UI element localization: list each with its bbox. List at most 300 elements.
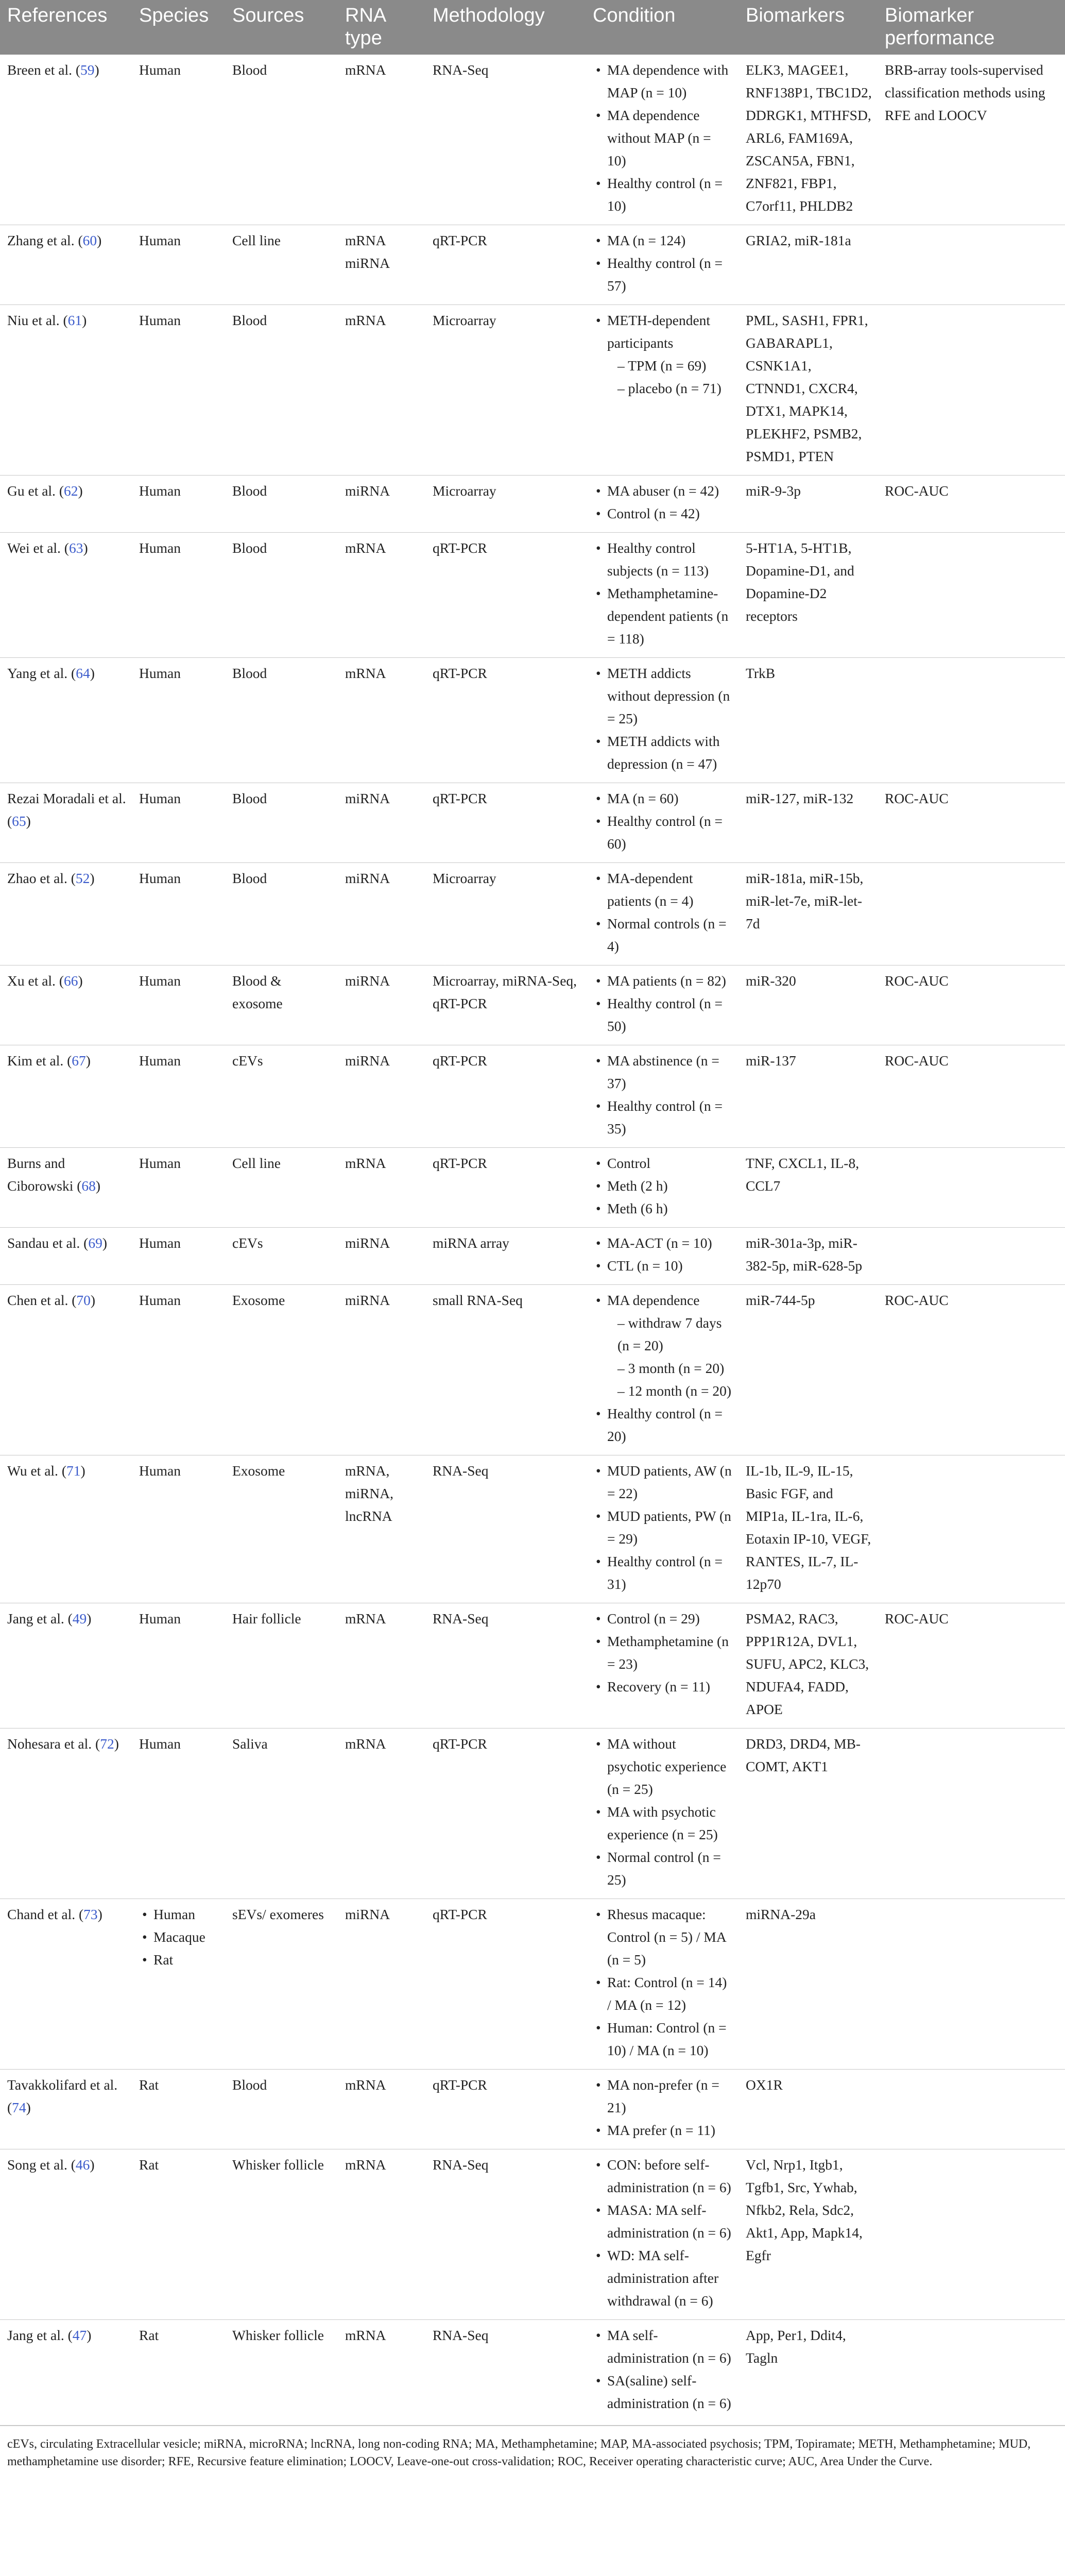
source-cell: Cell line xyxy=(225,1148,338,1228)
reference-authors: Jang et al. xyxy=(7,2327,64,2343)
condition-cell xyxy=(586,1603,738,1728)
rna-type-cell xyxy=(338,2320,425,2422)
performance-cell: BRB-array tools-supervised classification methods using RFE and LOOCV xyxy=(885,62,1045,123)
biomarkers-cell: PSMA2, RAC3, PPP1R12A, DVL1, SUFU, APC2, KLC3, NDUFA4, FADD, APOE xyxy=(738,1603,878,1728)
reference-authors: Zhang et al. xyxy=(7,232,75,248)
species-value: Human xyxy=(139,1235,181,1251)
condition-item: • Healthy control (n = 57) xyxy=(593,252,733,297)
source-cell: Blood & exosome xyxy=(225,965,338,1045)
species-value: Human xyxy=(139,1155,181,1171)
reference-cell: Rezai Moradali et al. (65) xyxy=(0,783,132,863)
species-cell xyxy=(132,305,225,476)
condition-cell xyxy=(586,476,738,533)
source-cell: Exosome xyxy=(225,1285,338,1455)
reference-authors: Tavakkolifard et al. xyxy=(7,2077,118,2093)
source-cell: Blood xyxy=(225,783,338,863)
condition-item: • MA prefer (n = 11) xyxy=(593,2119,733,2142)
biomarkers-cell: ELK3, MAGEE1, RNF138P1, TBC1D2, DDRGK1, MTHFSD, ARL6, FAM169A, ZSCAN5A, FBN1, ZNF821, FBP1, C7orf11, PHLDB2 xyxy=(746,62,872,214)
table-row xyxy=(0,305,1065,476)
rna-type-cell xyxy=(338,783,425,863)
reference-authors: Chand et al. xyxy=(7,1906,76,1922)
source-cell: Blood xyxy=(225,2070,338,2149)
header-references: References xyxy=(0,0,132,55)
table-row xyxy=(0,476,1065,533)
table-row xyxy=(0,1455,1065,1603)
condition-cell xyxy=(586,1728,738,1899)
condition-item: • MUD patients, PW (n = 29) xyxy=(593,1505,733,1550)
reference-authors: Yang et al. xyxy=(7,665,68,681)
source-cell: Blood xyxy=(225,476,338,533)
rna-type-value: mRNA xyxy=(345,312,386,328)
condition-cell xyxy=(586,1045,738,1148)
methodology-cell: qRT-PCR xyxy=(425,783,586,863)
table-row xyxy=(0,2320,1065,2422)
condition-cell xyxy=(586,1455,738,1603)
biomarkers-cell: miR-181a, miR-15b, miR-let-7e, miR-let-7d xyxy=(738,863,878,965)
condition-item: • Meth (6 h) xyxy=(593,1197,733,1220)
biomarkers-cell: miR-9-3p xyxy=(738,476,878,533)
species-value: Human xyxy=(139,1736,181,1752)
table-row xyxy=(0,1228,1065,1285)
species-cell xyxy=(132,1899,225,2070)
reference-authors: Sandau et al. xyxy=(7,1235,80,1251)
species-value: Human xyxy=(139,665,181,681)
rna-type-cell xyxy=(338,55,425,225)
reference-link[interactable]: 61 xyxy=(67,312,82,328)
species-cell xyxy=(132,476,225,533)
header-species: Species xyxy=(132,0,225,55)
table-row xyxy=(0,1045,1065,1148)
performance-cell: ROC-AUC xyxy=(878,965,1065,1045)
condition-item: – TPM (n = 69) xyxy=(617,358,707,374)
methodology-cell: qRT-PCR xyxy=(425,533,586,658)
condition-cell xyxy=(586,1285,738,1455)
condition-item: • Control (n = 29) xyxy=(593,1607,733,1630)
rna-type-value: miRNA xyxy=(345,870,390,886)
reference-cell: Burns and Ciborowski (68) xyxy=(0,1148,132,1228)
biomarkers-cell: Vcl, Nrp1, Itgb1, Tgfb1, Src, Ywhab, Nfkb2, Rela, Sdc2, Akt1, App, Mapk14, Egfr xyxy=(738,2149,878,2320)
table-row xyxy=(0,55,1065,225)
species-cell xyxy=(132,965,225,1045)
performance-cell xyxy=(878,863,1065,965)
condition-item: • Human: Control (n = 10) / MA (n = 10) xyxy=(593,2016,733,2062)
condition-cell xyxy=(586,55,738,225)
condition-item: • METH-dependent participants xyxy=(593,309,733,354)
methodology-cell: RNA-Seq xyxy=(425,1455,586,1603)
species-cell xyxy=(132,1148,225,1228)
table-row xyxy=(0,2070,1065,2149)
table-row xyxy=(0,783,1065,863)
biomarkers-cell: DRD3, DRD4, MB-COMT, AKT1 xyxy=(738,1728,878,1899)
species-value: Human xyxy=(139,483,181,499)
reference-link[interactable]: 65 xyxy=(12,813,26,829)
condition-item: • MA-ACT (n = 10) xyxy=(593,1232,733,1255)
condition-item: • Healthy control (n = 35) xyxy=(593,1095,733,1140)
rna-type-value: miRNA xyxy=(345,973,390,989)
condition-item: – placebo (n = 71) xyxy=(617,380,722,396)
condition-item: • Methamphetamine (n = 23) xyxy=(593,1630,733,1675)
rna-type-value: mRNA xyxy=(345,232,386,248)
condition-item: – 3 month (n = 20) xyxy=(617,1360,725,1376)
table-row xyxy=(0,225,1065,305)
condition-item: • CTL (n = 10) xyxy=(593,1255,733,1277)
methodology-cell: RNA-Seq xyxy=(425,1603,586,1728)
condition-cell xyxy=(586,2320,738,2422)
performance-cell xyxy=(878,658,1065,783)
header-sources: Sources xyxy=(225,0,338,55)
table-row xyxy=(0,1603,1065,1728)
rna-type-cell xyxy=(338,1728,425,1899)
header-methodology: Methodology xyxy=(425,0,586,55)
rna-type-cell xyxy=(338,1148,425,1228)
table-row xyxy=(0,1285,1065,1455)
condition-item: • Rat: Control (n = 14) / MA (n = 12) xyxy=(593,1971,733,2016)
rna-type-cell xyxy=(338,305,425,476)
rna-type-value: lncRNA xyxy=(345,1508,392,1524)
methodology-cell: Microarray xyxy=(425,476,586,533)
source-cell: Blood xyxy=(225,863,338,965)
biomarkers-cell: miR-137 xyxy=(738,1045,878,1148)
condition-item: • Meth (2 h) xyxy=(593,1175,733,1197)
reference-cell: Gu et al. (62) xyxy=(0,476,132,533)
rna-type-cell xyxy=(338,965,425,1045)
rna-type-cell xyxy=(338,2070,425,2149)
source-cell: Blood xyxy=(232,62,267,78)
condition-cell xyxy=(586,533,738,658)
reference-link[interactable]: 70 xyxy=(76,1292,91,1308)
header-rna-type: RNA type xyxy=(338,0,425,55)
condition-item: • Healthy control (n = 10) xyxy=(593,172,733,217)
reference-authors: Song et al. xyxy=(7,2157,67,2173)
biomarkers-cell: 5-HT1A, 5-HT1B, Dopamine-D1, and Dopamine-D2 receptors xyxy=(738,533,878,658)
condition-item: • MA-dependent patients (n = 4) xyxy=(593,867,733,912)
species-value: Human xyxy=(139,1463,181,1479)
reference-authors: Jang et al. xyxy=(7,1611,64,1626)
species-cell xyxy=(132,1728,225,1899)
condition-item: – 12 month (n = 20) xyxy=(617,1383,731,1399)
condition-item: • Healthy control subjects (n = 113) xyxy=(593,537,733,582)
species-cell xyxy=(132,863,225,965)
biomarkers-cell: TrkB xyxy=(738,658,878,783)
species-value: Rat xyxy=(139,2327,159,2343)
species-cell xyxy=(132,1285,225,1455)
performance-cell xyxy=(878,1899,1065,2070)
source-cell: Saliva xyxy=(225,1728,338,1899)
header-biomarker-performance: Biomarker performance xyxy=(878,0,1065,55)
condition-cell xyxy=(586,225,738,305)
methodology-cell: qRT-PCR xyxy=(425,1899,586,2070)
reference-link[interactable]: 62 xyxy=(63,483,78,499)
reference-link[interactable]: 49 xyxy=(72,1611,87,1626)
performance-cell: ROC-AUC xyxy=(878,1285,1065,1455)
table-row xyxy=(0,658,1065,783)
reference-authors: Chen et al. xyxy=(7,1292,68,1308)
table-row xyxy=(0,1899,1065,2070)
biomarkers-cell: TNF, CXCL1, IL-8, CCL7 xyxy=(738,1148,878,1228)
condition-item: • Healthy control (n = 31) xyxy=(593,1550,733,1596)
source-cell: Exosome xyxy=(225,1455,338,1603)
reference-link[interactable]: 68 xyxy=(81,1178,96,1194)
condition-item: • Recovery (n = 11) xyxy=(593,1675,733,1698)
rna-type-value: miRNA xyxy=(345,1053,390,1069)
condition-item: • MA dependence without MAP (n = 10) xyxy=(593,104,733,172)
condition-item: • MA patients (n = 82) xyxy=(593,970,733,992)
reference-authors: Wei et al. xyxy=(7,540,61,556)
performance-cell xyxy=(878,533,1065,658)
table-row xyxy=(0,533,1065,658)
reference-link[interactable]: 69 xyxy=(88,1235,102,1251)
condition-item: • Healthy control (n = 50) xyxy=(593,992,733,1038)
condition-cell xyxy=(586,1228,738,1285)
species-item: • Macaque xyxy=(139,1926,220,1948)
reference-link[interactable]: 74 xyxy=(12,2099,26,2115)
species-value: Rat xyxy=(139,2077,159,2093)
reference-authors: Gu et al. xyxy=(7,483,56,499)
rna-type-value: miRNA, xyxy=(345,1485,393,1501)
biomarkers-cell: GRIA2, miR-181a xyxy=(738,225,878,305)
performance-cell xyxy=(878,1728,1065,1899)
table-footnote: cEVs, circulating Extracellular vesicle; miRNA, microRNA; lncRNA, long non-coding RNA; MA, Methamphetamine; MAP, MA-associated psychosis; TPM, Topiramate; METH, Methamphetamine; MUD, methamphetamine use disorder; RFE, Recursive feature elimination; LOOCV, Leave-one-out cross-validation; ROC, Receiver operating characteristic curve; AUC, Area Under the Curve. xyxy=(0,2425,1065,2470)
condition-item: • CON: before self-administration (n = 6) xyxy=(593,2154,733,2199)
rna-type-value: miRNA xyxy=(345,483,390,499)
condition-item: • Healthy control (n = 20) xyxy=(593,1402,733,1448)
rna-type-cell xyxy=(338,1455,425,1603)
reference-authors: Rezai Moradali et al. xyxy=(7,790,126,806)
methodology-cell: qRT-PCR xyxy=(425,658,586,783)
reference-cell: Niu et al. (61) xyxy=(0,305,132,476)
source-cell: Blood xyxy=(225,305,338,476)
rna-type-cell xyxy=(338,1045,425,1148)
table-row xyxy=(0,1148,1065,1228)
reference-link[interactable]: 46 xyxy=(75,2157,90,2173)
biomarkers-cell: miRNA-29a xyxy=(738,1899,878,2070)
rna-type-value: miRNA xyxy=(345,255,390,271)
condition-item: • MA with psychotic experience (n = 25) xyxy=(593,1801,733,1846)
condition-item: • Control (n = 42) xyxy=(593,502,733,525)
methodology-cell: miRNA array xyxy=(425,1228,586,1285)
species-value: Human xyxy=(139,790,181,806)
rna-type-value: mRNA xyxy=(345,2157,386,2173)
condition-item: • MA dependence xyxy=(593,1289,733,1312)
species-value: Human xyxy=(139,870,181,886)
source-cell: Blood xyxy=(225,533,338,658)
source-cell: cEVs xyxy=(225,1228,338,1285)
condition-item: • MA (n = 60) xyxy=(593,787,733,810)
condition-item: • MA abuser (n = 42) xyxy=(593,480,733,502)
performance-cell xyxy=(878,225,1065,305)
performance-cell: ROC-AUC xyxy=(878,1603,1065,1728)
condition-item: • MA self-administration (n = 6) xyxy=(593,2324,733,2369)
species-cell xyxy=(132,658,225,783)
species-cell xyxy=(132,1045,225,1148)
biomarkers-cell: miR-301a-3p, miR-382-5p, miR-628-5p xyxy=(738,1228,878,1285)
condition-item: • MA non-prefer (n = 21) xyxy=(593,2074,733,2119)
rna-type-cell xyxy=(338,1899,425,2070)
species-value: Rat xyxy=(139,2157,159,2173)
reference-authors: Xu et al. xyxy=(7,973,56,989)
condition-item: • Rhesus macaque: Control (n = 5) / MA (n = 5) xyxy=(593,1903,733,1971)
reference-authors: Zhao et al. xyxy=(7,870,67,886)
species-cell xyxy=(132,2070,225,2149)
table-header xyxy=(0,0,1065,55)
reference-cell: Xu et al. (66) xyxy=(0,965,132,1045)
methodology-cell: qRT-PCR xyxy=(425,1148,586,1228)
species-item: • Human xyxy=(139,1903,220,1926)
table-row xyxy=(0,863,1065,965)
condition-item: • Control xyxy=(593,1152,733,1175)
rna-type-cell xyxy=(338,863,425,965)
biomarkers-cell: App, Per1, Ddit4, Tagln xyxy=(738,2320,878,2422)
performance-cell xyxy=(878,1228,1065,1285)
rna-type-value: mRNA xyxy=(345,1736,386,1752)
condition-item: • Healthy control (n = 60) xyxy=(593,810,733,855)
condition-item: • Methamphetamine-dependent patients (n = 118) xyxy=(593,582,733,650)
methodology-cell: RNA-Seq xyxy=(425,2320,586,2422)
rna-type-value: mRNA xyxy=(345,1155,386,1171)
rna-type-value: mRNA xyxy=(345,2327,386,2343)
condition-item: • MA (n = 124) xyxy=(593,229,733,252)
species-cell xyxy=(132,1228,225,1285)
biomarkers-cell: OX1R xyxy=(738,2070,878,2149)
rna-type-cell xyxy=(338,1603,425,1728)
methodology-cell: qRT-PCR xyxy=(425,225,586,305)
species-cell xyxy=(132,225,225,305)
condition-cell xyxy=(586,2149,738,2320)
rna-type-value: mRNA xyxy=(345,1611,386,1626)
source-cell: Blood xyxy=(225,658,338,783)
condition-cell xyxy=(586,658,738,783)
reference-link[interactable]: 73 xyxy=(83,1906,98,1922)
methodology-cell: Microarray xyxy=(425,863,586,965)
reference-cell: Song et al. (46) xyxy=(0,2149,132,2320)
species-cell xyxy=(132,1603,225,1728)
rna-type-value: mRNA xyxy=(345,62,386,78)
rna-type-cell xyxy=(338,476,425,533)
table-row xyxy=(0,1728,1065,1899)
biomarkers-cell: miR-320 xyxy=(738,965,878,1045)
reference-authors: Breen et al. xyxy=(7,62,72,78)
methodology-cell: Microarray, miRNA-Seq, qRT-PCR xyxy=(425,965,586,1045)
condition-cell xyxy=(586,783,738,863)
species-value: Human xyxy=(139,232,181,248)
table-row xyxy=(0,2149,1065,2320)
species-cell xyxy=(132,783,225,863)
species-value: Human xyxy=(139,312,181,328)
reference-cell: Sandau et al. (69) xyxy=(0,1228,132,1285)
performance-cell: ROC-AUC xyxy=(878,1045,1065,1148)
condition-item: – withdraw 7 days (n = 20) xyxy=(617,1315,722,1353)
species-cell xyxy=(132,1455,225,1603)
performance-cell xyxy=(878,1455,1065,1603)
rna-type-cell xyxy=(338,225,425,305)
table-row xyxy=(0,965,1065,1045)
species-item: • Rat xyxy=(139,1948,220,1971)
species-value: Human xyxy=(139,62,181,78)
rna-type-cell xyxy=(338,2149,425,2320)
reference-link[interactable]: 71 xyxy=(66,1463,81,1479)
rna-type-cell xyxy=(338,1285,425,1455)
rna-type-value: mRNA xyxy=(345,2077,386,2093)
reference-cell: Kim et al. (67) xyxy=(0,1045,132,1148)
methodology-cell: Microarray xyxy=(425,305,586,476)
species-cell xyxy=(132,533,225,658)
species-value: Human xyxy=(139,1611,181,1626)
reference-link[interactable]: 59 xyxy=(80,62,95,78)
performance-cell xyxy=(878,2070,1065,2149)
biomarkers-cell: miR-127, miR-132 xyxy=(738,783,878,863)
reference-cell: Wei et al. (63) xyxy=(0,533,132,658)
source-cell: Whisker follicle xyxy=(225,2320,338,2422)
condition-item: • METH addicts with depression (n = 47) xyxy=(593,730,733,775)
species-value: Human xyxy=(139,540,181,556)
reference-link[interactable]: 60 xyxy=(82,232,97,248)
biomarkers-cell: PML, SASH1, FPR1, GABARAPL1, CSNK1A1, CTNND1, CXCR4, DTX1, MAPK14, PLEKHF2, PSMB2, PSMD1, PTEN xyxy=(738,305,878,476)
condition-cell xyxy=(586,965,738,1045)
methodology-cell: RNA-Seq xyxy=(425,2149,586,2320)
condition-item: • Normal controls (n = 4) xyxy=(593,912,733,958)
reference-authors: Nohesara et al. xyxy=(7,1736,92,1752)
reference-cell: Zhao et al. (52) xyxy=(0,863,132,965)
performance-cell: ROC-AUC xyxy=(878,783,1065,863)
header-condition: Condition xyxy=(586,0,738,55)
condition-cell xyxy=(586,1148,738,1228)
source-cell: Hair follicle xyxy=(225,1603,338,1728)
species-value: Human xyxy=(139,1292,181,1308)
condition-item: • SA(saline) self-administration (n = 6) xyxy=(593,2369,733,2415)
reference-authors: Wu et al. xyxy=(7,1463,58,1479)
species-cell xyxy=(132,55,225,225)
species-value: Human xyxy=(139,973,181,989)
reference-cell: Chand et al. (73) xyxy=(0,1899,132,2070)
rna-type-value: miRNA xyxy=(345,1906,390,1922)
species-cell xyxy=(132,2149,225,2320)
performance-cell xyxy=(878,2320,1065,2422)
rna-type-value: miRNA xyxy=(345,1292,390,1308)
biomarkers-cell: miR-744-5p xyxy=(738,1285,878,1455)
reference-cell: Chen et al. (70) xyxy=(0,1285,132,1455)
reference-authors: Niu et al. xyxy=(7,312,60,328)
methodology-cell: qRT-PCR xyxy=(425,1045,586,1148)
condition-item: • METH addicts without depression (n = 25) xyxy=(593,662,733,730)
rna-type-cell xyxy=(338,658,425,783)
reference-cell: Yang et al. (64) xyxy=(0,658,132,783)
reference-authors: Kim et al. xyxy=(7,1053,64,1069)
performance-cell xyxy=(878,2149,1065,2320)
rna-type-cell xyxy=(338,1228,425,1285)
biomarkers-cell: IL-1b, IL-9, IL-15, Basic FGF, and MIP1a, IL-1ra, IL-6, Eotaxin IP-10, VEGF, RANTES, IL-7, IL-12p70 xyxy=(738,1455,878,1603)
reference-cell: Tavakkolifard et al. (74) xyxy=(0,2070,132,2149)
reference-cell: Wu et al. (71) xyxy=(0,1455,132,1603)
reference-link[interactable]: 63 xyxy=(68,540,83,556)
condition-item: • MA without psychotic experience (n = 25) xyxy=(593,1733,733,1801)
reference-link[interactable]: 66 xyxy=(63,973,78,989)
reference-link[interactable]: 52 xyxy=(75,870,90,886)
reference-cell: Breen et al. (59) xyxy=(7,62,99,78)
reference-link[interactable]: 67 xyxy=(72,1053,86,1069)
methodology-cell: qRT-PCR xyxy=(425,1728,586,1899)
reference-link[interactable]: 47 xyxy=(72,2327,87,2343)
methodology-cell: RNA-Seq xyxy=(433,62,489,78)
reference-link[interactable]: 64 xyxy=(76,665,90,681)
rna-type-value: mRNA xyxy=(345,665,386,681)
reference-cell: Nohesara et al. (72) xyxy=(0,1728,132,1899)
source-cell: Whisker follicle xyxy=(225,2149,338,2320)
reference-cell: Zhang et al. (60) xyxy=(0,225,132,305)
reference-link[interactable]: 72 xyxy=(100,1736,114,1752)
rna-type-value: mRNA, xyxy=(345,1463,390,1479)
condition-item: • WD: MA self-administration after withdrawal (n = 6) xyxy=(593,2244,733,2312)
source-cell: cEVs xyxy=(225,1045,338,1148)
